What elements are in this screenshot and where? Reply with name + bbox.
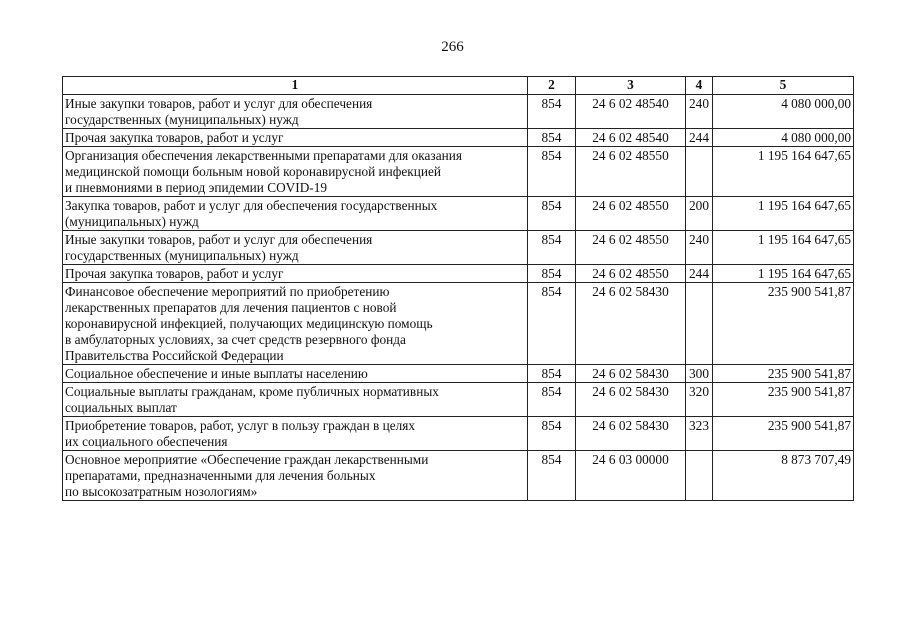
row-expense-type: 244 <box>686 129 713 147</box>
row-target-article: 24 6 02 58430 <box>576 383 686 417</box>
table-row <box>63 365 854 383</box>
row-target-article: 24 6 03 00000 <box>576 451 686 501</box>
row-expense-type: 244 <box>686 265 713 283</box>
header-col-5: 5 <box>713 77 854 95</box>
row-expense-type: 240 <box>686 95 713 129</box>
row-name-line: коронавирусной инфекцией, получающих медицинскую помощь <box>65 316 433 331</box>
row-name-line: их социального обеспечения <box>65 434 228 449</box>
table-row <box>63 197 854 231</box>
row-name-cell <box>63 197 528 231</box>
page-number: 266 <box>441 39 464 55</box>
row-target-article: 24 6 02 48550 <box>576 147 686 197</box>
row-target-article: 24 6 02 48550 <box>576 197 686 231</box>
row-sum: 1 195 164 647,65 <box>713 147 854 197</box>
row-expense-type: 320 <box>686 383 713 417</box>
row-name-cell <box>63 383 528 417</box>
row-expense-type: 200 <box>686 197 713 231</box>
row-name-line: Социальные выплаты гражданам, кроме публичных нормативных <box>65 384 439 399</box>
row-target-article: 24 6 02 58430 <box>576 365 686 383</box>
row-name-line: медицинской помощи больным новой коронавирусной инфекцией <box>65 164 441 179</box>
row-name-cell <box>63 129 528 147</box>
row-name-line: Правительства Российской Федерации <box>65 348 284 363</box>
row-name-line: Социальное обеспечение и иные выплаты населению <box>65 366 368 381</box>
row-name-line: препаратами, предназначенными для лечения больных <box>65 468 376 483</box>
row-sum: 235 900 541,87 <box>713 417 854 451</box>
row-name-line: в амбулаторных условиях, за счет средств резервного фонда <box>65 332 406 347</box>
row-name-line: Приобретение товаров, работ, услуг в пользу граждан в целях <box>65 418 416 433</box>
row-expense-type: 300 <box>686 365 713 383</box>
row-dept-code: 854 <box>528 283 576 365</box>
row-name-line: лекарственных препаратов для лечения пациентов с новой <box>65 300 397 315</box>
row-expense-type <box>686 451 713 501</box>
table-row <box>63 451 854 501</box>
row-name-cell <box>63 265 528 283</box>
row-name-line: по высокозатратным нозологиям» <box>65 484 258 499</box>
budget-table <box>62 76 854 501</box>
table-row <box>63 283 854 365</box>
row-name-line: (муниципальных) нужд <box>65 214 199 229</box>
table-row <box>63 147 854 197</box>
row-name-line: социальных выплат <box>65 400 177 415</box>
row-name-cell <box>63 417 528 451</box>
row-name-cell <box>63 147 528 197</box>
row-target-article: 24 6 02 58430 <box>576 417 686 451</box>
row-name-line: Закупка товаров, работ и услуг для обеспечения государственных <box>65 198 438 213</box>
row-name-line: Организация обеспечения лекарственными препаратами для оказания <box>65 148 462 163</box>
row-sum: 4 080 000,00 <box>713 95 854 129</box>
table-row <box>63 95 854 129</box>
row-name-cell <box>63 451 528 501</box>
header-col-4: 4 <box>686 77 713 95</box>
row-name-line: и пневмониями в период эпидемии COVID-19 <box>65 180 328 195</box>
row-target-article: 24 6 02 48540 <box>576 129 686 147</box>
row-name-cell <box>63 283 528 365</box>
row-name-cell <box>63 95 528 129</box>
row-target-article: 24 6 02 48550 <box>576 231 686 265</box>
header-col-3: 3 <box>576 77 686 95</box>
row-name-line: государственных (муниципальных) нужд <box>65 112 299 127</box>
row-sum: 1 195 164 647,65 <box>713 231 854 265</box>
row-dept-code: 854 <box>528 197 576 231</box>
row-sum: 8 873 707,49 <box>713 451 854 501</box>
row-dept-code: 854 <box>528 417 576 451</box>
table-row <box>63 129 854 147</box>
row-name-line: Прочая закупка товаров, работ и услуг <box>65 266 284 281</box>
row-name-line: Прочая закупка товаров, работ и услуг <box>65 130 284 145</box>
row-target-article: 24 6 02 58430 <box>576 283 686 365</box>
row-expense-type: 323 <box>686 417 713 451</box>
table-body <box>63 95 854 501</box>
row-dept-code: 854 <box>528 147 576 197</box>
row-sum: 235 900 541,87 <box>713 383 854 417</box>
row-expense-type <box>686 283 713 365</box>
table-row <box>63 417 854 451</box>
row-sum: 4 080 000,00 <box>713 129 854 147</box>
table-row <box>63 383 854 417</box>
row-name-line: Основное мероприятие «Обеспечение граждан лекарственными <box>65 452 429 467</box>
row-dept-code: 854 <box>528 231 576 265</box>
row-dept-code: 854 <box>528 265 576 283</box>
table-row <box>63 265 854 283</box>
row-dept-code: 854 <box>528 129 576 147</box>
row-sum: 235 900 541,87 <box>713 283 854 365</box>
row-expense-type: 240 <box>686 231 713 265</box>
row-name-cell <box>63 231 528 265</box>
row-target-article: 24 6 02 48550 <box>576 265 686 283</box>
row-dept-code: 854 <box>528 451 576 501</box>
row-name-line: Иные закупки товаров, работ и услуг для обеспечения <box>65 232 373 247</box>
row-target-article: 24 6 02 48540 <box>576 95 686 129</box>
table-header-row <box>63 77 854 95</box>
row-sum: 1 195 164 647,65 <box>713 265 854 283</box>
row-dept-code: 854 <box>528 365 576 383</box>
row-expense-type <box>686 147 713 197</box>
row-name-line: Финансовое обеспечение мероприятий по приобретению <box>65 284 390 299</box>
row-name-line: Иные закупки товаров, работ и услуг для обеспечения <box>65 96 373 111</box>
row-name-cell <box>63 365 528 383</box>
row-dept-code: 854 <box>528 383 576 417</box>
header-col-2: 2 <box>528 77 576 95</box>
table-row <box>63 231 854 265</box>
row-name-line: государственных (муниципальных) нужд <box>65 248 299 263</box>
row-dept-code: 854 <box>528 95 576 129</box>
row-sum: 1 195 164 647,65 <box>713 197 854 231</box>
header-col-1: 1 <box>63 77 528 95</box>
row-sum: 235 900 541,87 <box>713 365 854 383</box>
